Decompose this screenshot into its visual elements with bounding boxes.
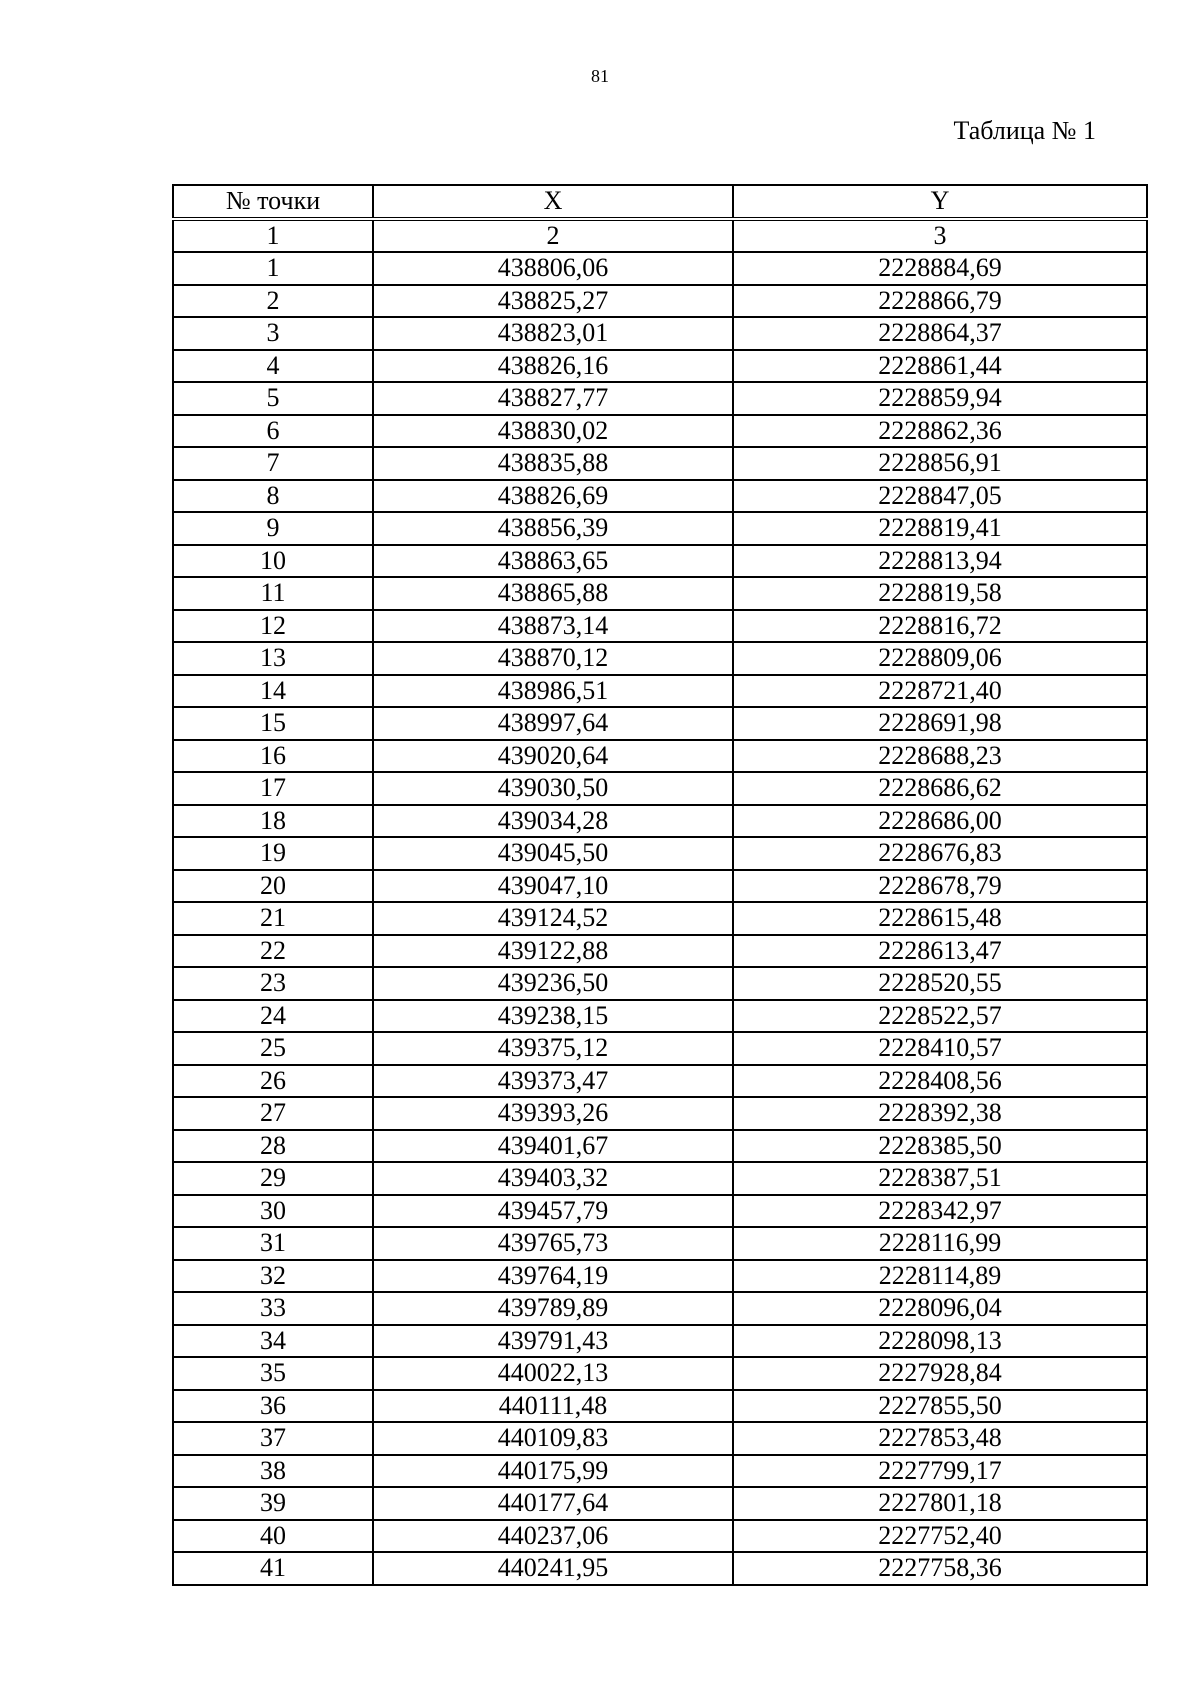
table-row (173, 285, 1147, 318)
point-number-cell: 3 (173, 317, 373, 350)
x-coordinate-cell: 439122,88 (373, 935, 733, 968)
x-coordinate-cell: 440111,48 (373, 1390, 733, 1423)
y-coordinate-cell: 2227855,50 (733, 1390, 1147, 1423)
table-row (173, 1130, 1147, 1163)
y-coordinate-cell: 2228520,55 (733, 967, 1147, 1000)
y-coordinate-cell: 2228522,57 (733, 1000, 1147, 1033)
table-row (173, 740, 1147, 773)
y-coordinate-cell: 2228819,41 (733, 512, 1147, 545)
table-row (173, 447, 1147, 480)
point-number-cell: 39 (173, 1487, 373, 1520)
table-row (173, 577, 1147, 610)
point-number-cell: 30 (173, 1195, 373, 1228)
point-number-cell: 11 (173, 577, 373, 610)
x-coordinate-cell: 439034,28 (373, 805, 733, 838)
x-coordinate-cell: 438826,16 (373, 350, 733, 383)
table-row (173, 545, 1147, 578)
point-number-cell: 41 (173, 1552, 373, 1585)
point-number-cell: 14 (173, 675, 373, 708)
x-coordinate-cell: 440175,99 (373, 1455, 733, 1488)
y-coordinate-cell: 2227799,17 (733, 1455, 1147, 1488)
point-number-cell: 15 (173, 707, 373, 740)
y-coordinate-cell: 2228410,57 (733, 1032, 1147, 1065)
point-number-cell: 6 (173, 415, 373, 448)
column-number: 3 (733, 219, 1147, 253)
table-row (173, 1292, 1147, 1325)
point-number-cell: 37 (173, 1422, 373, 1455)
table-row (173, 1162, 1147, 1195)
x-coordinate-cell: 438827,77 (373, 382, 733, 415)
x-coordinate-cell: 440241,95 (373, 1552, 733, 1585)
point-number-cell: 28 (173, 1130, 373, 1163)
y-coordinate-cell: 2228819,58 (733, 577, 1147, 610)
point-number-cell: 22 (173, 935, 373, 968)
page-number: 81 (591, 66, 609, 86)
y-coordinate-cell: 2228387,51 (733, 1162, 1147, 1195)
y-coordinate-cell: 2228862,36 (733, 415, 1147, 448)
y-coordinate-cell: 2228847,05 (733, 480, 1147, 513)
point-number-cell: 35 (173, 1357, 373, 1390)
x-coordinate-cell: 439791,43 (373, 1325, 733, 1358)
point-number-cell: 33 (173, 1292, 373, 1325)
x-coordinate-cell: 439375,12 (373, 1032, 733, 1065)
table-row (173, 1260, 1147, 1293)
y-coordinate-cell: 2228408,56 (733, 1065, 1147, 1098)
y-coordinate-cell: 2228678,79 (733, 870, 1147, 903)
y-coordinate-cell: 2228861,44 (733, 350, 1147, 383)
y-coordinate-cell: 2228676,83 (733, 837, 1147, 870)
y-coordinate-cell: 2228856,91 (733, 447, 1147, 480)
x-coordinate-cell: 439765,73 (373, 1227, 733, 1260)
point-number-cell: 16 (173, 740, 373, 773)
table-row (173, 610, 1147, 643)
point-number-cell: 31 (173, 1227, 373, 1260)
x-coordinate-cell: 438997,64 (373, 707, 733, 740)
y-coordinate-cell: 2228721,40 (733, 675, 1147, 708)
column-number: 1 (173, 219, 373, 253)
x-coordinate-cell: 438806,06 (373, 252, 733, 285)
point-number-cell: 2 (173, 285, 373, 318)
x-coordinate-cell: 439764,19 (373, 1260, 733, 1293)
y-coordinate-cell: 2228114,89 (733, 1260, 1147, 1293)
table-row (173, 1195, 1147, 1228)
point-number-cell: 40 (173, 1520, 373, 1553)
y-coordinate-cell: 2228686,00 (733, 805, 1147, 838)
x-coordinate-cell: 439238,15 (373, 1000, 733, 1033)
point-number-cell: 12 (173, 610, 373, 643)
x-coordinate-cell: 439457,79 (373, 1195, 733, 1228)
y-coordinate-cell: 2228342,97 (733, 1195, 1147, 1228)
table-body (173, 252, 1147, 1585)
x-coordinate-cell: 440237,06 (373, 1520, 733, 1553)
x-coordinate-cell: 439020,64 (373, 740, 733, 773)
x-coordinate-cell: 439393,26 (373, 1097, 733, 1130)
y-coordinate-cell: 2227758,36 (733, 1552, 1147, 1585)
column-number: 2 (373, 219, 733, 253)
point-number-cell: 23 (173, 967, 373, 1000)
table-row (173, 1455, 1147, 1488)
header-row (173, 185, 1147, 219)
x-coordinate-cell: 439373,47 (373, 1065, 733, 1098)
table-row (173, 1487, 1147, 1520)
point-number-cell: 25 (173, 1032, 373, 1065)
x-coordinate-cell: 440022,13 (373, 1357, 733, 1390)
point-number-cell: 13 (173, 642, 373, 675)
point-number-cell: 34 (173, 1325, 373, 1358)
point-number-cell: 26 (173, 1065, 373, 1098)
point-number-cell: 4 (173, 350, 373, 383)
header-point-number: № точки (173, 185, 373, 219)
table-row (173, 350, 1147, 383)
x-coordinate-cell: 439030,50 (373, 772, 733, 805)
x-coordinate-cell: 438856,39 (373, 512, 733, 545)
coordinates-table (172, 184, 1148, 1586)
point-number-cell: 1 (173, 252, 373, 285)
table-row (173, 415, 1147, 448)
y-coordinate-cell: 2228116,99 (733, 1227, 1147, 1260)
table-row (173, 935, 1147, 968)
y-coordinate-cell: 2227928,84 (733, 1357, 1147, 1390)
table-row (173, 805, 1147, 838)
y-coordinate-cell: 2227801,18 (733, 1487, 1147, 1520)
point-number-cell: 9 (173, 512, 373, 545)
table-row (173, 707, 1147, 740)
table-row (173, 642, 1147, 675)
y-coordinate-cell: 2228809,06 (733, 642, 1147, 675)
y-coordinate-cell: 2228096,04 (733, 1292, 1147, 1325)
table-row (173, 252, 1147, 285)
y-coordinate-cell: 2228691,98 (733, 707, 1147, 740)
point-number-cell: 38 (173, 1455, 373, 1488)
x-coordinate-cell: 438986,51 (373, 675, 733, 708)
point-number-cell: 27 (173, 1097, 373, 1130)
y-coordinate-cell: 2228816,72 (733, 610, 1147, 643)
point-number-cell: 19 (173, 837, 373, 870)
x-coordinate-cell: 439789,89 (373, 1292, 733, 1325)
y-coordinate-cell: 2228613,47 (733, 935, 1147, 968)
y-coordinate-cell: 2228098,13 (733, 1325, 1147, 1358)
point-number-cell: 10 (173, 545, 373, 578)
y-coordinate-cell: 2228615,48 (733, 902, 1147, 935)
y-coordinate-cell: 2228688,23 (733, 740, 1147, 773)
x-coordinate-cell: 439124,52 (373, 902, 733, 935)
x-coordinate-cell: 438865,88 (373, 577, 733, 610)
y-coordinate-cell: 2228385,50 (733, 1130, 1147, 1163)
point-number-cell: 20 (173, 870, 373, 903)
y-coordinate-cell: 2228864,37 (733, 317, 1147, 350)
x-coordinate-cell: 439047,10 (373, 870, 733, 903)
header-y: Y (733, 185, 1147, 219)
point-number-cell: 17 (173, 772, 373, 805)
table-row (173, 1552, 1147, 1585)
point-number-cell: 24 (173, 1000, 373, 1033)
x-coordinate-cell: 438830,02 (373, 415, 733, 448)
table-row (173, 1357, 1147, 1390)
point-number-cell: 32 (173, 1260, 373, 1293)
point-number-cell: 7 (173, 447, 373, 480)
table-caption: Таблица № 1 (953, 116, 1096, 145)
x-coordinate-cell: 438835,88 (373, 447, 733, 480)
point-number-cell: 36 (173, 1390, 373, 1423)
x-coordinate-cell: 438826,69 (373, 480, 733, 513)
table-row (173, 1325, 1147, 1358)
table-row (173, 1422, 1147, 1455)
x-coordinate-cell: 439045,50 (373, 837, 733, 870)
point-number-cell: 5 (173, 382, 373, 415)
y-coordinate-cell: 2227853,48 (733, 1422, 1147, 1455)
point-number-cell: 8 (173, 480, 373, 513)
x-coordinate-cell: 438863,65 (373, 545, 733, 578)
y-coordinate-cell: 2228884,69 (733, 252, 1147, 285)
table-row (173, 1000, 1147, 1033)
point-number-cell: 18 (173, 805, 373, 838)
table-row (173, 480, 1147, 513)
y-coordinate-cell: 2228392,38 (733, 1097, 1147, 1130)
table-row (173, 1032, 1147, 1065)
y-coordinate-cell: 2228859,94 (733, 382, 1147, 415)
x-coordinate-cell: 439401,67 (373, 1130, 733, 1163)
header-x: X (373, 185, 733, 219)
table-row (173, 1097, 1147, 1130)
x-coordinate-cell: 438873,14 (373, 610, 733, 643)
table-row (173, 512, 1147, 545)
table-row (173, 837, 1147, 870)
table-row (173, 1390, 1147, 1423)
x-coordinate-cell: 440109,83 (373, 1422, 733, 1455)
table-row (173, 1065, 1147, 1098)
x-coordinate-cell: 439403,32 (373, 1162, 733, 1195)
table-row (173, 1520, 1147, 1553)
y-coordinate-cell: 2227752,40 (733, 1520, 1147, 1553)
point-number-cell: 29 (173, 1162, 373, 1195)
y-coordinate-cell: 2228686,62 (733, 772, 1147, 805)
x-coordinate-cell: 438825,27 (373, 285, 733, 318)
y-coordinate-cell: 2228866,79 (733, 285, 1147, 318)
x-coordinate-cell: 440177,64 (373, 1487, 733, 1520)
table-row (173, 675, 1147, 708)
column-numbering-row (173, 219, 1147, 253)
table-row (173, 1227, 1147, 1260)
x-coordinate-cell: 438870,12 (373, 642, 733, 675)
table-row (173, 870, 1147, 903)
x-coordinate-cell: 439236,50 (373, 967, 733, 1000)
y-coordinate-cell: 2228813,94 (733, 545, 1147, 578)
table-row (173, 317, 1147, 350)
table-row (173, 902, 1147, 935)
table-row (173, 772, 1147, 805)
x-coordinate-cell: 438823,01 (373, 317, 733, 350)
point-number-cell: 21 (173, 902, 373, 935)
table-row (173, 382, 1147, 415)
table-row (173, 967, 1147, 1000)
